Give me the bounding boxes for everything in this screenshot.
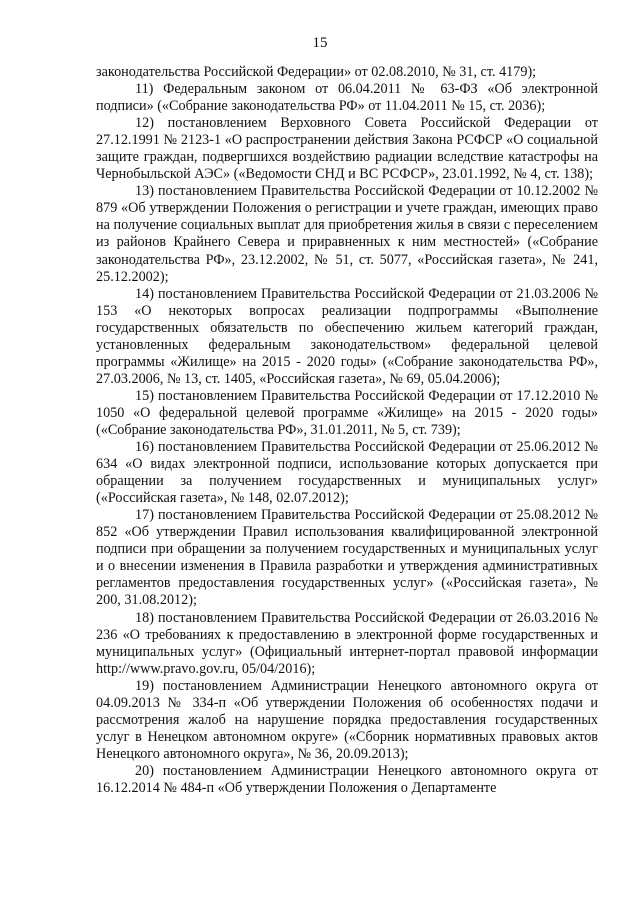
document-body	[96, 64, 598, 797]
list-item-17: 17) постановлением Правительства Российской Федерации от 25.08.2012 № 852 «Об утверждении Правил использования квалифицированной электронной подписи при обращении за получением государственных и муниципальных услуг и о внесении изменения в Правила разработки и утверждения административных регламентов предоставления государственных услуг» («Российская газета», № 200, 31.08.2012);	[96, 507, 598, 609]
paragraph-continuation: законодательства Российской Федерации» от 02.08.2010, № 31, ст. 4179);	[96, 64, 537, 80]
list-item-13: 13) постановлением Правительства Российской Федерации от 10.12.2002 № 879 «Об утверждении Положения о регистрации и учете граждан, имеющих право на получение социальных выплат для приобретения жилья в связи с переселением из районов Крайнего Севера и приравненных к ним местностей» («Собрание законодательства РФ», 23.12.2002, № 51, ст. 5077, «Российская газета», № 241, 25.12.2002);	[96, 183, 598, 285]
list-item-11: 11) Федеральным законом от 06.04.2011 № 63-ФЗ «Об электронной подписи» («Собрание законодательства РФ» от 11.04.2011 № 15, ст. 2036);	[96, 81, 598, 115]
list-item-18: 18) постановлением Правительства Российской Федерации от 26.03.2016 № 236 «О требованиях к предоставлению в электронной форме государственных и муниципальных услуг» (Официальный интернет-портал правовой информации http://www.pravo.gov.ru, 05/04/2016);	[96, 609, 598, 677]
list-item-15: 15) постановлением Правительства Российской Федерации от 17.12.2010 № 1050 «О федеральной целевой программе «Жилище» на 2015 - 2020 годы» («Собрание законодательства РФ», 31.01.2011, № 5, ст. 739);	[96, 387, 598, 438]
list-item-12: 12) постановлением Верховного Совета Российской Федерации от 27.12.1991 № 2123-1 «О распространении действия Закона РСФСР «О социальной защите граждан, подвергшихся воздействию радиации вследствие катастрофы на Чернобыльской АЭС» («Ведомости СНД и ВС РСФСР», 23.01.1992, № 4, ст. 138);	[96, 115, 598, 183]
page-number: 15	[312, 35, 328, 51]
list-item-20: 20) постановлением Администрации Ненецкого автономного округа от 16.12.2014 № 484-п «Об утверждении Положения о Департаменте	[96, 762, 598, 796]
list-item-16: 16) постановлением Правительства Российской Федерации от 25.06.2012 № 634 «О видах электронной подписи, использование которых допускается при обращении за получением государственных и муниципальных услуг» («Российская газета», № 148, 02.07.2012);	[96, 439, 598, 507]
list-item-14: 14) постановлением Правительства Российской Федерации от 21.03.2006 № 153 «О некоторых вопросах реализации подпрограммы «Выполнение государственных обязательств по обеспечению жильем категорий граждан, установленных федеральным законодательством» федеральной целевой программы «Жилище» на 2015 - 2020 годы» («Собрание законодательства РФ», 27.03.2006, № 13, ст. 1405, «Российская газета», № 69, 05.04.2006);	[96, 285, 598, 387]
list-item-19: 19) постановлением Администрации Ненецкого автономного округа от 04.09.2013 № 334-п «Об утверждении Положения об особенностях подачи и рассмотрения жалоб на нарушение порядка предоставления государственных услуг в Ненецком автономном округе» («Сборник нормативных правовых актов Ненецкого автономного округа», № 36, 20.09.2013);	[96, 677, 598, 762]
